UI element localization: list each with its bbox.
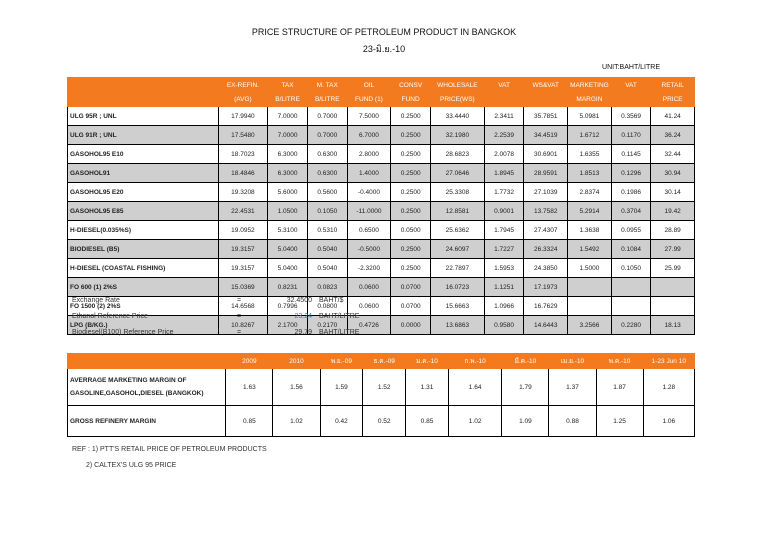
- table-row: [68, 126, 695, 145]
- price-cell: 41.24: [651, 107, 695, 126]
- price-cell: 25.3308: [430, 183, 484, 202]
- price-cell: 1.6712: [568, 126, 612, 145]
- price-cell: 19.3157: [218, 240, 267, 259]
- price-cell: 13.7582: [524, 202, 568, 221]
- price-cell: 15.0369: [218, 278, 267, 297]
- table-row: [68, 259, 695, 278]
- price-header-cell: TAX: [268, 78, 308, 93]
- product-name: H-DIESEL (COASTAL FISHING): [68, 259, 219, 278]
- product-name: LPG (B/KG.): [68, 316, 219, 335]
- reference-eq: =: [237, 329, 242, 336]
- product-name: BIODIESEL (B5): [68, 240, 219, 259]
- margin-cell: 1.79: [502, 369, 549, 406]
- price-cell: 0.2170: [307, 316, 347, 335]
- price-cell: 0.0823: [307, 278, 347, 297]
- price-cell: 6.3000: [268, 164, 308, 183]
- price-cell: 0.2280: [611, 316, 651, 335]
- reference-row: [72, 297, 344, 304]
- margin-cell: 1.28: [643, 369, 694, 406]
- margin-table: [67, 353, 695, 437]
- table-row: [68, 369, 695, 406]
- price-cell: 0.9001: [484, 202, 524, 221]
- price-cell: 7.0000: [268, 126, 308, 145]
- price-cell: 0.9580: [484, 316, 524, 335]
- price-cell: 0.2500: [391, 164, 431, 183]
- price-cell: 0.0700: [391, 297, 431, 316]
- price-cell: 27.1039: [524, 183, 568, 202]
- price-header-cell: EX-REFIN.: [218, 78, 267, 93]
- price-cell: 1.7945: [484, 221, 524, 240]
- table-row: [68, 221, 695, 240]
- price-cell: 0.1050: [307, 202, 347, 221]
- price-cell: 0.0500: [391, 221, 431, 240]
- price-cell: 15.6663: [430, 297, 484, 316]
- margin-cell: 0.85: [226, 406, 273, 437]
- price-cell: 19.3208: [218, 183, 267, 202]
- price-cell: 0.2500: [391, 240, 431, 259]
- price-cell: 0.0700: [391, 278, 431, 297]
- price-cell: 0.7996: [268, 297, 308, 316]
- price-cell: 1.7227: [484, 240, 524, 259]
- price-header-cell: WHOLESALE: [430, 78, 484, 93]
- price-cell: 12.8581: [430, 202, 484, 221]
- price-cell: 16.0723: [430, 278, 484, 297]
- price-cell: 6.7000: [347, 126, 391, 145]
- price-cell: 1.6355: [568, 145, 612, 164]
- price-header-cell: FUND: [391, 92, 431, 107]
- product-name: GASOHOL95 E10: [68, 145, 219, 164]
- price-header-cell: MARKETING: [568, 78, 612, 93]
- margin-header-cell: พ.ย.-09: [320, 354, 363, 369]
- margin-cell: 1.52: [363, 369, 406, 406]
- price-cell: 1.8945: [484, 164, 524, 183]
- price-cell: 1.5953: [484, 259, 524, 278]
- price-cell: 2.0078: [484, 145, 524, 164]
- table-row: [68, 107, 695, 126]
- table-row: [68, 202, 695, 221]
- price-header-cell: VAT: [611, 78, 651, 93]
- margin-label-line2: GASOLINE,GASOHOL,DIESEL (BANGKOK): [70, 390, 204, 397]
- price-header-cell: WS&VAT: [524, 78, 568, 93]
- reference-eq: =: [237, 297, 242, 304]
- price-cell: 5.2914: [568, 202, 612, 221]
- price-cell: 18.4846: [218, 164, 267, 183]
- price-cell: [568, 297, 612, 316]
- price-cell: 18.13: [651, 316, 695, 335]
- price-cell: -0.5000: [347, 240, 391, 259]
- price-cell: 7.5000: [347, 107, 391, 126]
- price-cell: 0.3569: [611, 107, 651, 126]
- reference-value: 32.4500: [286, 297, 312, 304]
- margin-cell: 1.64: [448, 369, 501, 406]
- table-row: [68, 183, 695, 202]
- price-cell: 17.1973: [524, 278, 568, 297]
- footnote-1: REF : 1) PTT'S RETAIL PRICE OF PETROLEUM PRODUCTS: [72, 446, 267, 453]
- margin-label: [68, 369, 226, 406]
- margin-header-cell: 2010: [273, 354, 320, 369]
- price-cell: 2.1700: [268, 316, 308, 335]
- margin-cell: 0.52: [363, 406, 406, 437]
- table-row: [68, 278, 695, 297]
- price-header-cell: [524, 92, 568, 107]
- price-cell: 0.0800: [307, 297, 347, 316]
- price-cell: 0.0600: [347, 278, 391, 297]
- price-header-cell: PRICE: [651, 92, 695, 107]
- margin-header-cell: [68, 354, 226, 369]
- price-cell: 1.0966: [484, 297, 524, 316]
- price-cell: 0.6300: [307, 164, 347, 183]
- price-header-cell: MARGIN: [568, 92, 612, 107]
- price-cell: 25.6362: [430, 221, 484, 240]
- price-header-cell: OIL: [347, 78, 391, 93]
- reference-row: [72, 329, 360, 336]
- margin-cell: 1.06: [643, 406, 694, 437]
- price-cell: 19.0952: [218, 221, 267, 240]
- price-header-cell: VAT: [484, 78, 524, 93]
- price-cell: 0.7000: [307, 107, 347, 126]
- price-cell: 0.0600: [347, 297, 391, 316]
- reference-row: [72, 313, 360, 320]
- price-cell: 0.1084: [611, 240, 651, 259]
- price-cell: 25.99: [651, 259, 695, 278]
- price-cell: 5.0400: [268, 259, 308, 278]
- price-cell: 27.99: [651, 240, 695, 259]
- price-cell: 0.1145: [611, 145, 651, 164]
- product-name: GASOHOL95 E20: [68, 183, 219, 202]
- table-row: [68, 164, 695, 183]
- margin-header-cell: เม.ย.-10: [549, 354, 596, 369]
- price-cell: 0.5310: [307, 221, 347, 240]
- price-cell: 0.5040: [307, 259, 347, 278]
- margin-cell: 0.85: [406, 406, 449, 437]
- table-row: [68, 406, 695, 437]
- margin-label-line1: AVERRAGE MARKETING MARGIN OF: [70, 377, 187, 384]
- price-cell: 28.9591: [524, 164, 568, 183]
- price-header-cell: B/LITRE: [307, 92, 347, 107]
- price-cell: 18.7023: [218, 145, 267, 164]
- margin-cell: 1.31: [406, 369, 449, 406]
- price-cell: 32.1980: [430, 126, 484, 145]
- report-date: 23-มิ.ย.-10: [362, 44, 406, 54]
- price-cell: [611, 278, 651, 297]
- price-cell: 0.2500: [391, 145, 431, 164]
- price-cell: 1.5492: [568, 240, 612, 259]
- product-name: FO 1500 (2) 2%S: [68, 297, 219, 316]
- price-cell: 27.4307: [524, 221, 568, 240]
- product-name: ULG 91R ; UNL: [68, 126, 219, 145]
- reference-label: Ethanol Reference Price: [72, 313, 148, 320]
- price-header-cell: [484, 92, 524, 107]
- price-structure-table: [67, 77, 695, 335]
- price-cell: 1.5000: [568, 259, 612, 278]
- price-cell: 27.0646: [430, 164, 484, 183]
- price-cell: 28.89: [651, 221, 695, 240]
- table-row: [68, 145, 695, 164]
- price-cell: 19.42: [651, 202, 695, 221]
- price-cell: 30.14: [651, 183, 695, 202]
- price-cell: 32.44: [651, 145, 695, 164]
- margin-cell: 1.02: [448, 406, 501, 437]
- price-header-cell: [611, 92, 651, 107]
- price-cell: 0.2500: [391, 126, 431, 145]
- margin-header-cell: ก.พ.-10: [448, 354, 501, 369]
- price-header-cell: PRICE(WS): [430, 92, 484, 107]
- price-cell: 1.3638: [568, 221, 612, 240]
- price-cell: 5.6000: [268, 183, 308, 202]
- price-cell: 6.3000: [268, 145, 308, 164]
- reference-value: 23.24: [294, 313, 312, 320]
- price-cell: 5.0400: [268, 240, 308, 259]
- price-cell: 0.0000: [391, 316, 431, 335]
- price-cell: 0.8231: [268, 278, 308, 297]
- margin-label-line1: GROSS REFINERY MARGIN: [70, 417, 156, 425]
- margin-header-cell: 2009: [226, 354, 273, 369]
- price-cell: -0.4000: [347, 183, 391, 202]
- price-cell: 19.3157: [218, 259, 267, 278]
- price-cell: 0.1296: [611, 164, 651, 183]
- page-title: PRICE STRUCTURE OF PETROLEUM PRODUCT IN BANGKOK: [251, 27, 517, 37]
- price-cell: -11.0000: [347, 202, 391, 221]
- reference-unit: BAHT/LITRE: [319, 313, 360, 320]
- price-cell: 10.8267: [218, 316, 267, 335]
- reference-value: 29.79: [294, 329, 312, 336]
- margin-cell: 0.42: [320, 406, 363, 437]
- unit-label: UNIT:BAHT/LITRE: [602, 64, 660, 71]
- price-cell: 0.2500: [391, 259, 431, 278]
- reference-eq: =: [237, 313, 242, 320]
- price-cell: 0.1986: [611, 183, 651, 202]
- footnote-2: 2) CALTEX'S ULG 95 PRICE: [86, 462, 177, 469]
- price-header-cell: CONSV: [391, 78, 431, 93]
- price-cell: 16.7629: [524, 297, 568, 316]
- price-cell: 33.4440: [430, 107, 484, 126]
- margin-cell: 1.37: [549, 369, 596, 406]
- product-name: ULG 95R ; UNL: [68, 107, 219, 126]
- price-header-cell: (AVG): [218, 92, 267, 107]
- price-cell: 24.6097: [430, 240, 484, 259]
- price-cell: 24.3850: [524, 259, 568, 278]
- margin-cell: 1.02: [273, 406, 320, 437]
- price-cell: 17.5480: [218, 126, 267, 145]
- price-cell: 0.0955: [611, 221, 651, 240]
- price-cell: -2.3200: [347, 259, 391, 278]
- margin-header-cell: ธ.ค.-09: [363, 354, 406, 369]
- reference-label: Biodiesel(B100) Reference Price: [72, 329, 174, 336]
- price-cell: 0.5600: [307, 183, 347, 202]
- price-header-cell: FUND (1): [347, 92, 391, 107]
- price-cell: 2.8374: [568, 183, 612, 202]
- product-name: GASOHOL95 E85: [68, 202, 219, 221]
- price-cell: [568, 278, 612, 297]
- reference-unit: BAHT/$: [319, 297, 344, 304]
- price-cell: 0.6300: [307, 145, 347, 164]
- price-header-cell: [68, 92, 219, 107]
- price-cell: 3.2566: [568, 316, 612, 335]
- price-header-cell: M. TAX: [307, 78, 347, 93]
- price-cell: 0.1170: [611, 126, 651, 145]
- price-cell: 13.6863: [430, 316, 484, 335]
- price-header-cell: RETAIL: [651, 78, 695, 93]
- margin-cell: 1.09: [502, 406, 549, 437]
- product-name: GASOHOL91: [68, 164, 219, 183]
- price-cell: 0.4726: [347, 316, 391, 335]
- price-cell: [651, 278, 695, 297]
- price-cell: 0.2500: [391, 107, 431, 126]
- price-cell: 1.4000: [347, 164, 391, 183]
- price-cell: [651, 297, 695, 316]
- price-cell: 2.8000: [347, 145, 391, 164]
- price-cell: 36.24: [651, 126, 695, 145]
- price-cell: 0.2500: [391, 183, 431, 202]
- price-cell: 0.2500: [391, 202, 431, 221]
- price-cell: 1.7732: [484, 183, 524, 202]
- price-cell: 14.6443: [524, 316, 568, 335]
- price-header-cell: [68, 78, 219, 93]
- price-cell: 14.6568: [218, 297, 267, 316]
- margin-header-cell: พ.ค.-10: [596, 354, 643, 369]
- margin-cell: 0.88: [549, 406, 596, 437]
- margin-cell: 1.25: [596, 406, 643, 437]
- price-cell: 22.7897: [430, 259, 484, 278]
- price-cell: 34.4519: [524, 126, 568, 145]
- price-cell: 35.7851: [524, 107, 568, 126]
- price-cell: 1.1251: [484, 278, 524, 297]
- margin-header-cell: มี.ค.-10: [502, 354, 549, 369]
- price-cell: 0.6500: [347, 221, 391, 240]
- margin-label: [68, 406, 226, 437]
- margin-cell: 1.56: [273, 369, 320, 406]
- price-cell: 0.7000: [307, 126, 347, 145]
- price-cell: 17.9940: [218, 107, 267, 126]
- table-row: [68, 297, 695, 316]
- product-name: H-DIESEL(0.035%S): [68, 221, 219, 240]
- product-name: FO 600 (1) 2%S: [68, 278, 219, 297]
- margin-header-cell: ม.ค.-10: [406, 354, 449, 369]
- reference-unit: BAHT/LITRE: [319, 329, 360, 336]
- price-cell: [611, 297, 651, 316]
- price-cell: 1.8513: [568, 164, 612, 183]
- price-cell: 30.94: [651, 164, 695, 183]
- reference-label: Exchange Rate: [72, 297, 120, 304]
- price-cell: 26.3324: [524, 240, 568, 259]
- margin-header-cell: 1-23 Jun 10: [643, 354, 694, 369]
- price-cell: 22.4531: [218, 202, 267, 221]
- price-cell: 30.6901: [524, 145, 568, 164]
- margin-cell: 1.87: [596, 369, 643, 406]
- price-cell: 5.0981: [568, 107, 612, 126]
- price-header-cell: B/LITRE: [268, 92, 308, 107]
- table-row: [68, 240, 695, 259]
- price-cell: 2.3411: [484, 107, 524, 126]
- price-cell: 1.0500: [268, 202, 308, 221]
- margin-cell: 1.63: [226, 369, 273, 406]
- price-cell: 7.0000: [268, 107, 308, 126]
- price-cell: 0.3704: [611, 202, 651, 221]
- price-cell: 2.2539: [484, 126, 524, 145]
- margin-cell: 1.59: [320, 369, 363, 406]
- price-cell: 28.6823: [430, 145, 484, 164]
- price-cell: 0.5040: [307, 240, 347, 259]
- price-cell: 5.3100: [268, 221, 308, 240]
- price-cell: 0.1050: [611, 259, 651, 278]
